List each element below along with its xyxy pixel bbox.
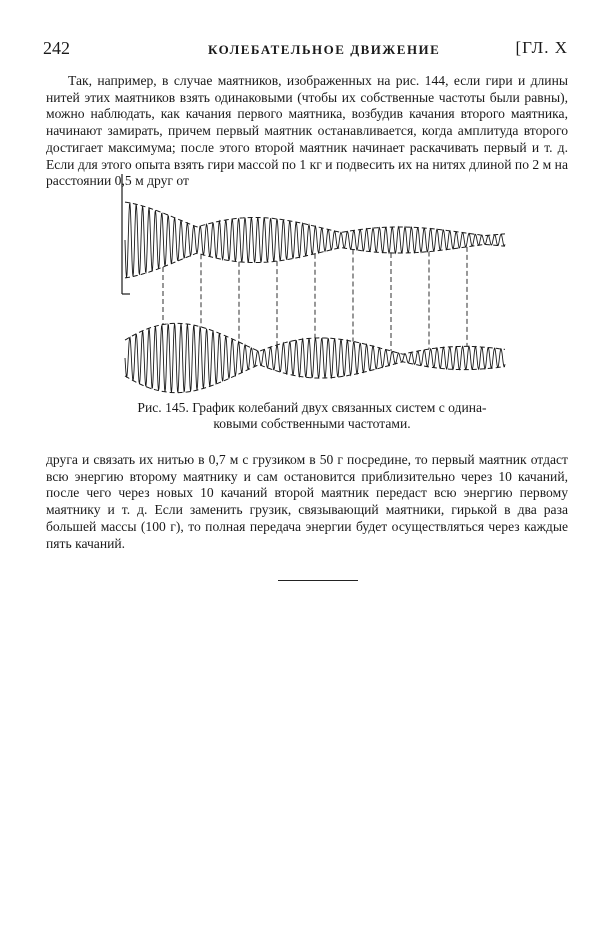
beat-node-lines [163, 247, 467, 351]
figure-caption [92, 400, 532, 432]
paragraph-2: друга и связать их нитью в 0,7 м с грузиком в 50 г посредине, то первый маятник отдаст всю энергию второму маятнику и сам остановится приблизительно через 10 качаний, после чего через новых 10 качаний второй маятник передаст всю энергию первому маятнику и т. д. Если заменить грузик, связывающий маятники, гирькой в два раза большей массы (100 г), то полная передача энергии будет осуществляться через каждые пять качаний. [46, 452, 568, 551]
chapter-marker: [ГЛ. X [515, 38, 568, 57]
caption-line-1: Рис. 145. График колебаний двух связанных систем с одина- [137, 400, 487, 415]
coupled-oscillations-graph [110, 172, 510, 400]
section-end-rule [278, 580, 358, 581]
pendulum-2-envelope-lower [125, 362, 505, 393]
paragraph-1: Так, например, в случае маятников, изображенных на рис. 144, если гири и длины нитей этих маятников взять одинаковыми (чтобы их собственные частоты были равны), можно наблюдать, как качания первого маятника, возбудив качания второго маятника, начинают замирать, причем первый маятник останавливается, когда амплитуда второго достигает максимума; после этого второй маятник начинает раскачивать первый и т. д. Если для этого опыта взять гири массой по 1 кг и подвесить их на нитях длиной по 2 м на расстоянии 0,5 м друг от [46, 73, 568, 189]
page-number: 242 [43, 38, 70, 58]
caption-line-2: ковыми собственными частотами. [213, 416, 411, 431]
page-header [43, 38, 568, 60]
running-title: КОЛЕБАТЕЛЬНОЕ ДВИЖЕНИЕ [208, 42, 441, 57]
